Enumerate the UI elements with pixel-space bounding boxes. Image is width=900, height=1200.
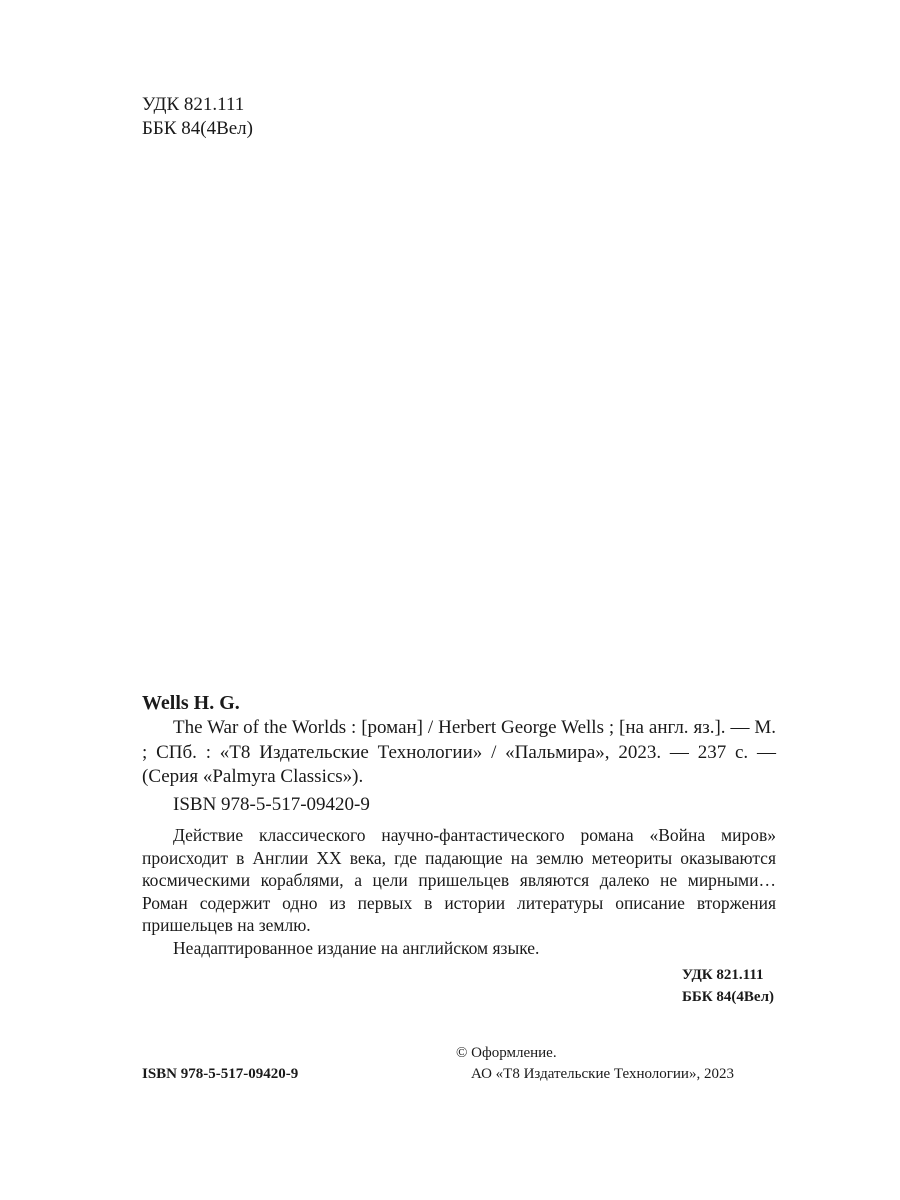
udk-code-bold: УДК 821.111: [681, 967, 764, 983]
bbk-code-bold: ББК 84(4Вел): [681, 989, 774, 1005]
edition-note: Неадаптированное издание на английском языке.: [173, 937, 540, 958]
entry-isbn: ISBN 978-5-517-09420-9: [173, 793, 370, 815]
bbk-code: ББК 84(4Вел): [142, 118, 253, 139]
copyright-publisher: АО «Т8 Издательские Технологии», 2023: [471, 1066, 734, 1082]
author-heading: Wells H. G.: [142, 692, 240, 714]
copyright-block: [456, 1043, 734, 1085]
bibliographic-description: The War of the Worlds : [роман] / Herbert George Wells ; [на англ. яз.]. — М. ; СПб. : «Т8 Издательские Технологии» / «Пальмира», 2023. — 237 с. — (Серия «Palmyra Classics»).: [142, 717, 776, 787]
udk-code: УДК 821.111: [142, 94, 245, 115]
annotation-block: [142, 824, 776, 959]
footer-isbn: ISBN 978-5-517-09420-9: [142, 1066, 299, 1082]
copyright-design: © Оформление.: [456, 1045, 557, 1061]
annotation-text: Действие классического научно-фантастического романа «Война миров» происходит в Англии XX века, где падающие на землю метеориты оказываются космическими кораблями, а цели пришельцев являются далеко не мирными… Роман содержит одно из первых в истории литературы описание вторжения пришельцев на землю.: [142, 825, 776, 935]
top-classification-codes: [142, 93, 253, 141]
catalog-entry: [142, 690, 776, 959]
right-classification-codes: [682, 964, 774, 1008]
